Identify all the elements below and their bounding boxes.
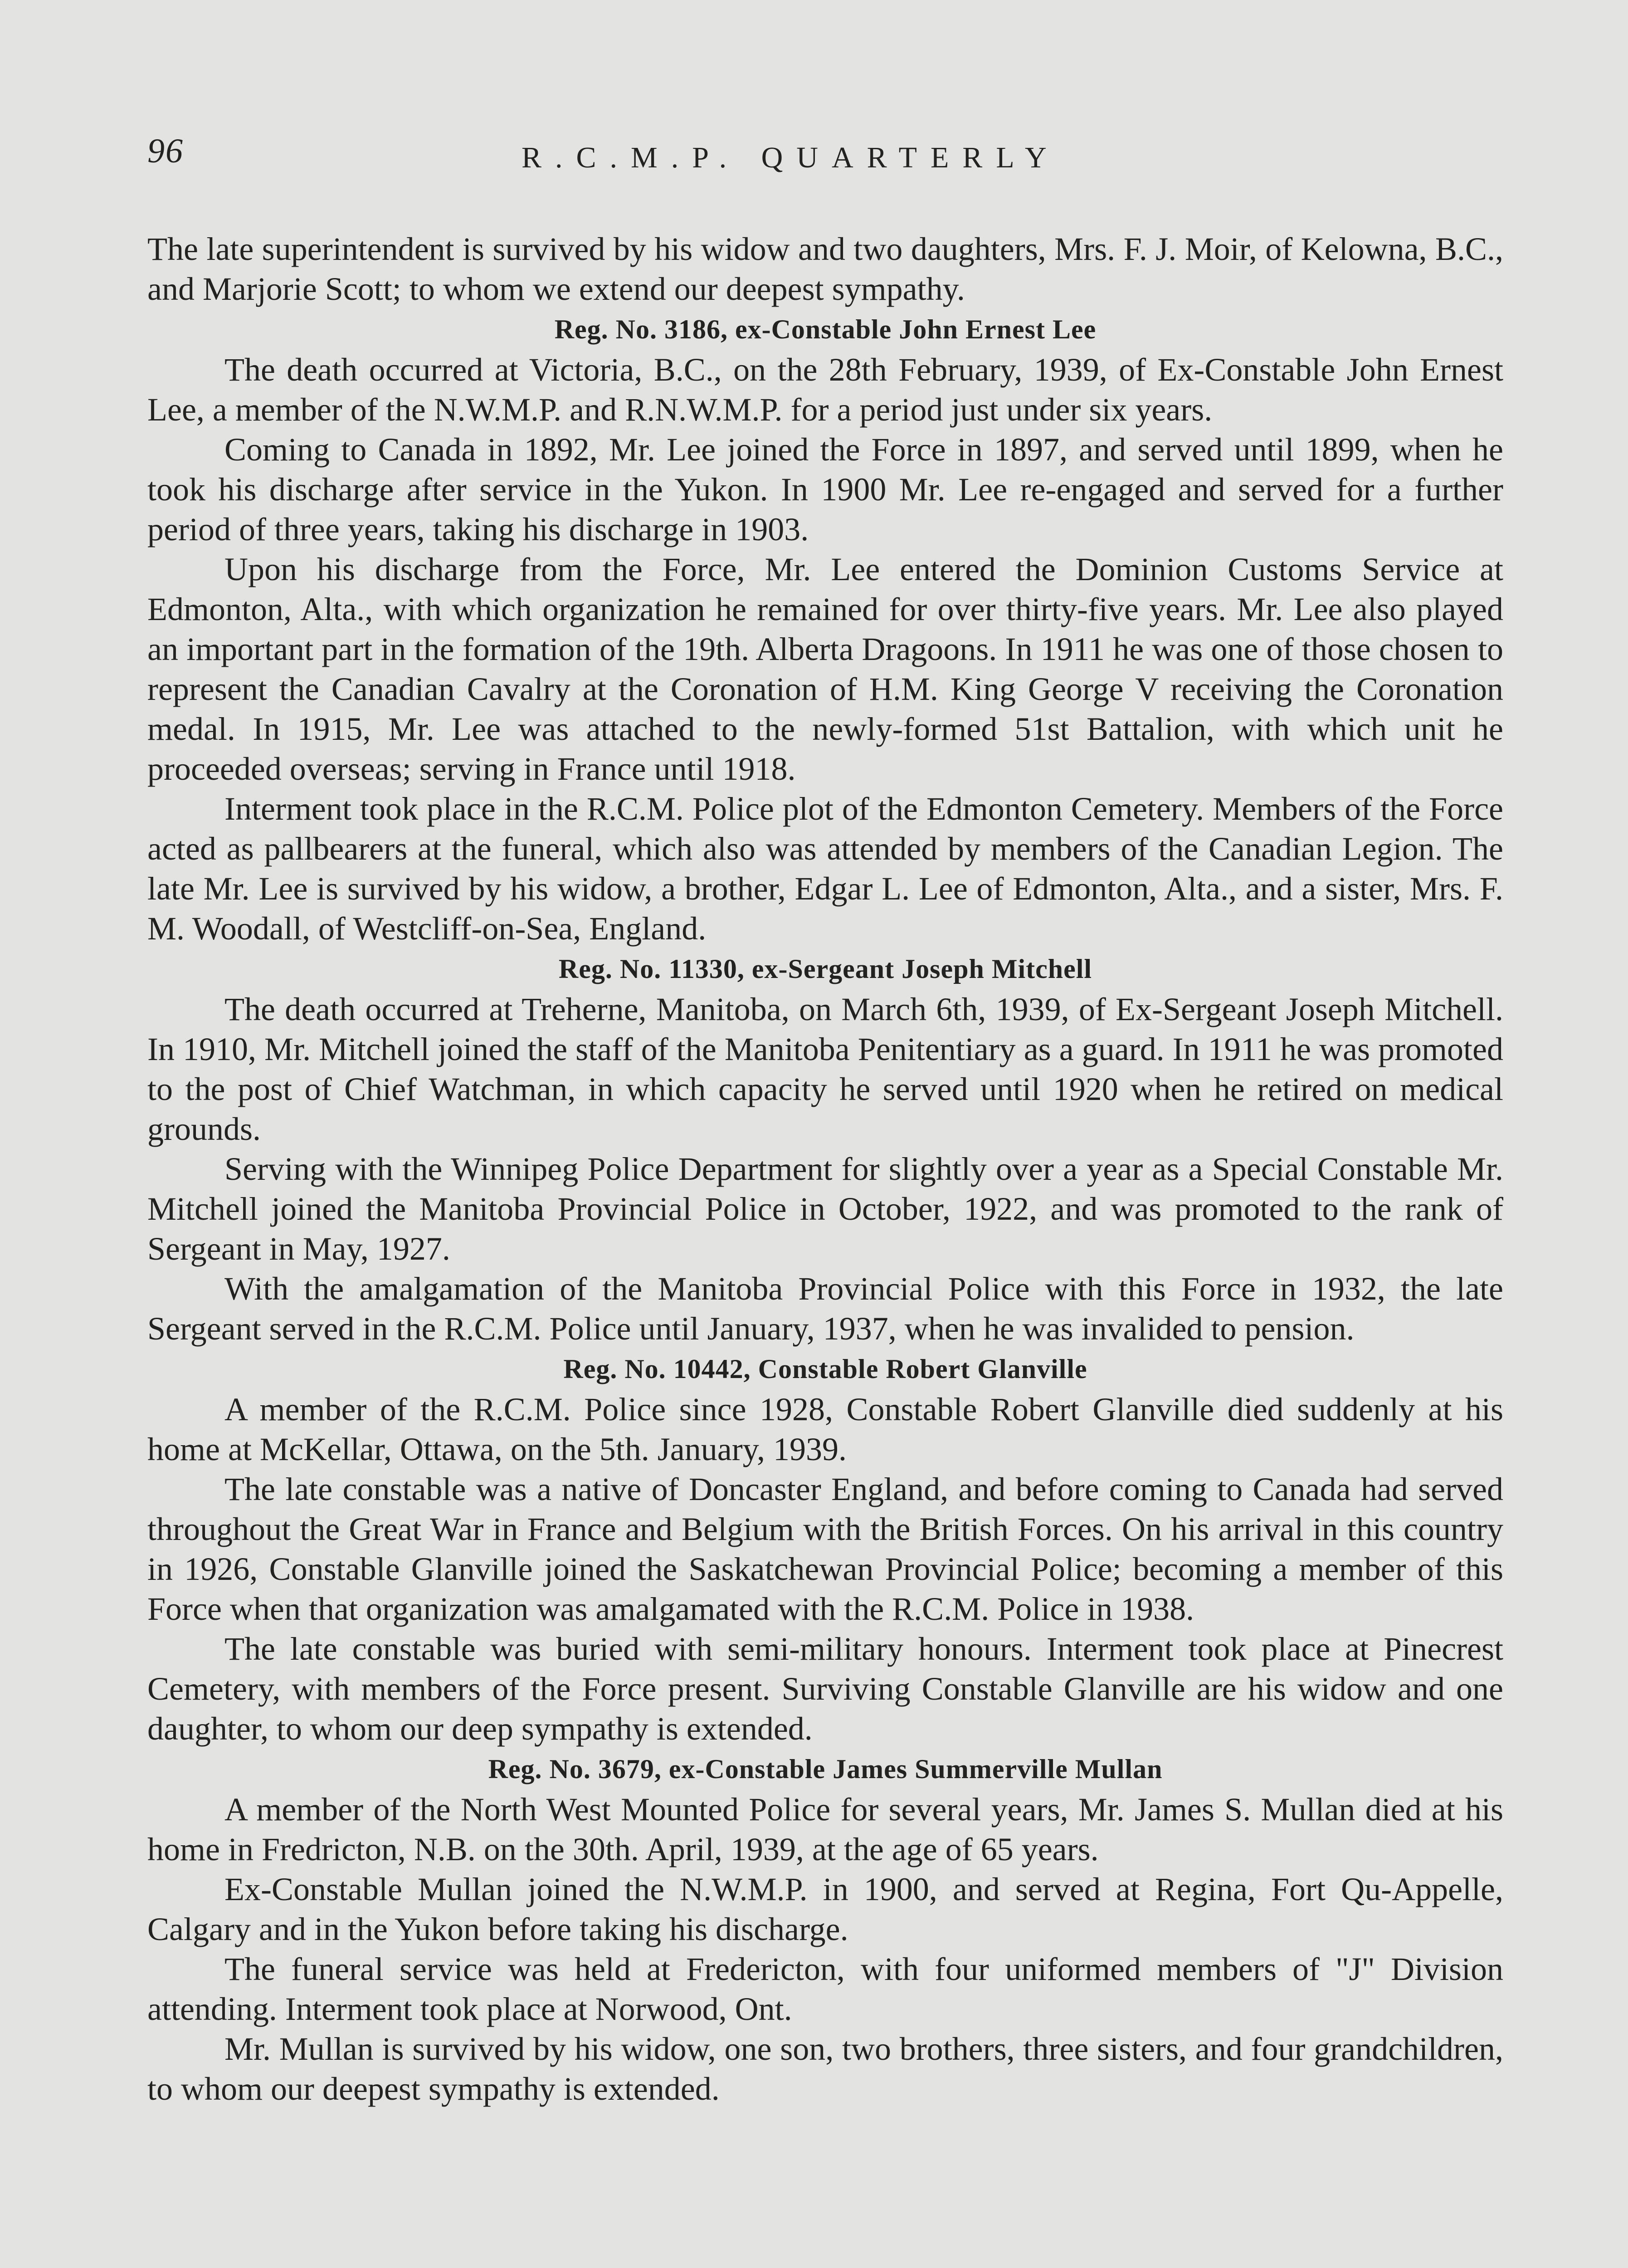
paragraph: Serving with the Winnipeg Police Department for slightly over a year as a Special Constable Mr. Mitchell joined the Manitoba Provincial Police in October, 1922, and was promoted to the rank of Sergeant in May, 1927.: [147, 1151, 1503, 1267]
paragraph: The death occurred at Treherne, Manitoba, on March 6th, 1939, of Ex-Sergeant Joseph Mitchell. In 1910, Mr. Mitchell joined the staff of the Manitoba Penitentiary as a guard. In 1911 he was promoted to the post of Chief Watchman, in which capacity he served until 1920 when he retired on medical grounds.: [147, 991, 1503, 1147]
article-body: [147, 229, 1503, 2109]
paragraph: Upon his discharge from the Force, Mr. Lee entered the Dominion Customs Service at Edmonton, Alta., with which organization he remained for over thirty-five years. Mr. Lee also played an important part in the formation of the 19th. Alberta Dragoons. In 1911 he was one of those chosen to represent the Canadian Cavalry at the Coronation of H.M. King George V receiving the Coronation medal. In 1915, Mr. Lee was attached to the newly-formed 51st Battalion, with which unit he proceeded overseas; serving in France until 1918.: [147, 551, 1503, 787]
paragraph: A member of the R.C.M. Police since 1928, Constable Robert Glanville died suddenly at his home at McKellar, Ottawa, on the 5th. January, 1939.: [147, 1391, 1503, 1467]
obituary-heading: Reg. No. 10442, Constable Robert Glanville: [563, 1354, 1087, 1384]
page-header: [0, 132, 1628, 186]
paragraph: Coming to Canada in 1892, Mr. Lee joined the Force in 1897, and served until 1899, when he took his discharge after service in the Yukon. In 1900 Mr. Lee re-engaged and served for a further period of three years, taking his discharge in 1903.: [147, 431, 1503, 547]
paragraph: The late superintendent is survived by his widow and two daughters, Mrs. F. J. Moir, of Kelowna, B.C., and Marjorie Scott; to whom we extend our deepest sympathy.: [147, 231, 1503, 307]
paragraph: The late constable was a native of Doncaster England, and before coming to Canada had served throughout the Great War in France and Belgium with the British Forces. On his arrival in this country in 1926, Constable Glanville joined the Saskatchewan Provincial Police; becoming a member of this Force when that organization was amalgamated with the R.C.M. Police in 1938.: [147, 1471, 1503, 1627]
paragraph: The funeral service was held at Fredericton, with four uniformed members of "J" Division attending. Interment took place at Norwood, Ont.: [147, 1951, 1503, 2027]
page-number: 96: [147, 132, 184, 170]
paragraph: With the amalgamation of the Manitoba Provincial Police with this Force in 1932, the late Sergeant served in the R.C.M. Police until January, 1937, when he was invalided to pension.: [147, 1271, 1503, 1347]
paragraph: A member of the North West Mounted Police for several years, Mr. James S. Mullan died at his home in Fredricton, N.B. on the 30th. April, 1939, at the age of 65 years.: [147, 1791, 1503, 1867]
paragraph: The late constable was buried with semi-military honours. Interment took place at Pinecrest Cemetery, with members of the Force present. Surviving Constable Glanville are his widow and one daughter, to whom our deep sympathy is extended.: [147, 1631, 1503, 1747]
running-head: R.C.M.P. QUARTERLY: [522, 141, 1060, 174]
obituary-heading: Reg. No. 3186, ex-Constable John Ernest Lee: [554, 314, 1097, 344]
paragraph: Ex-Constable Mullan joined the N.W.M.P. in 1900, and served at Regina, Fort Qu-Appelle, Calgary and in the Yukon before taking his discharge.: [147, 1871, 1503, 1947]
obituary-heading: Reg. No. 3679, ex-Constable James Summerville Mullan: [488, 1754, 1163, 1784]
paragraph: Mr. Mullan is survived by his widow, one son, two brothers, three sisters, and four grandchildren, to whom our deepest sympathy is extended.: [147, 2031, 1503, 2107]
paragraph: Interment took place in the R.C.M. Police plot of the Edmonton Cemetery. Members of the Force acted as pallbearers at the funeral, which also was attended by members of the Canadian Legion. The late Mr. Lee is survived by his widow, a brother, Edgar L. Lee of Edmonton, Alta., and a sister, Mrs. F. M. Woodall, of Westcliff-on-Sea, England.: [147, 791, 1503, 947]
obituary-heading: Reg. No. 11330, ex-Sergeant Joseph Mitchell: [558, 954, 1092, 984]
paragraph: The death occurred at Victoria, B.C., on the 28th February, 1939, of Ex-Constable John Ernest Lee, a member of the N.W.M.P. and R.N.W.M.P. for a period just under six years.: [147, 352, 1503, 428]
